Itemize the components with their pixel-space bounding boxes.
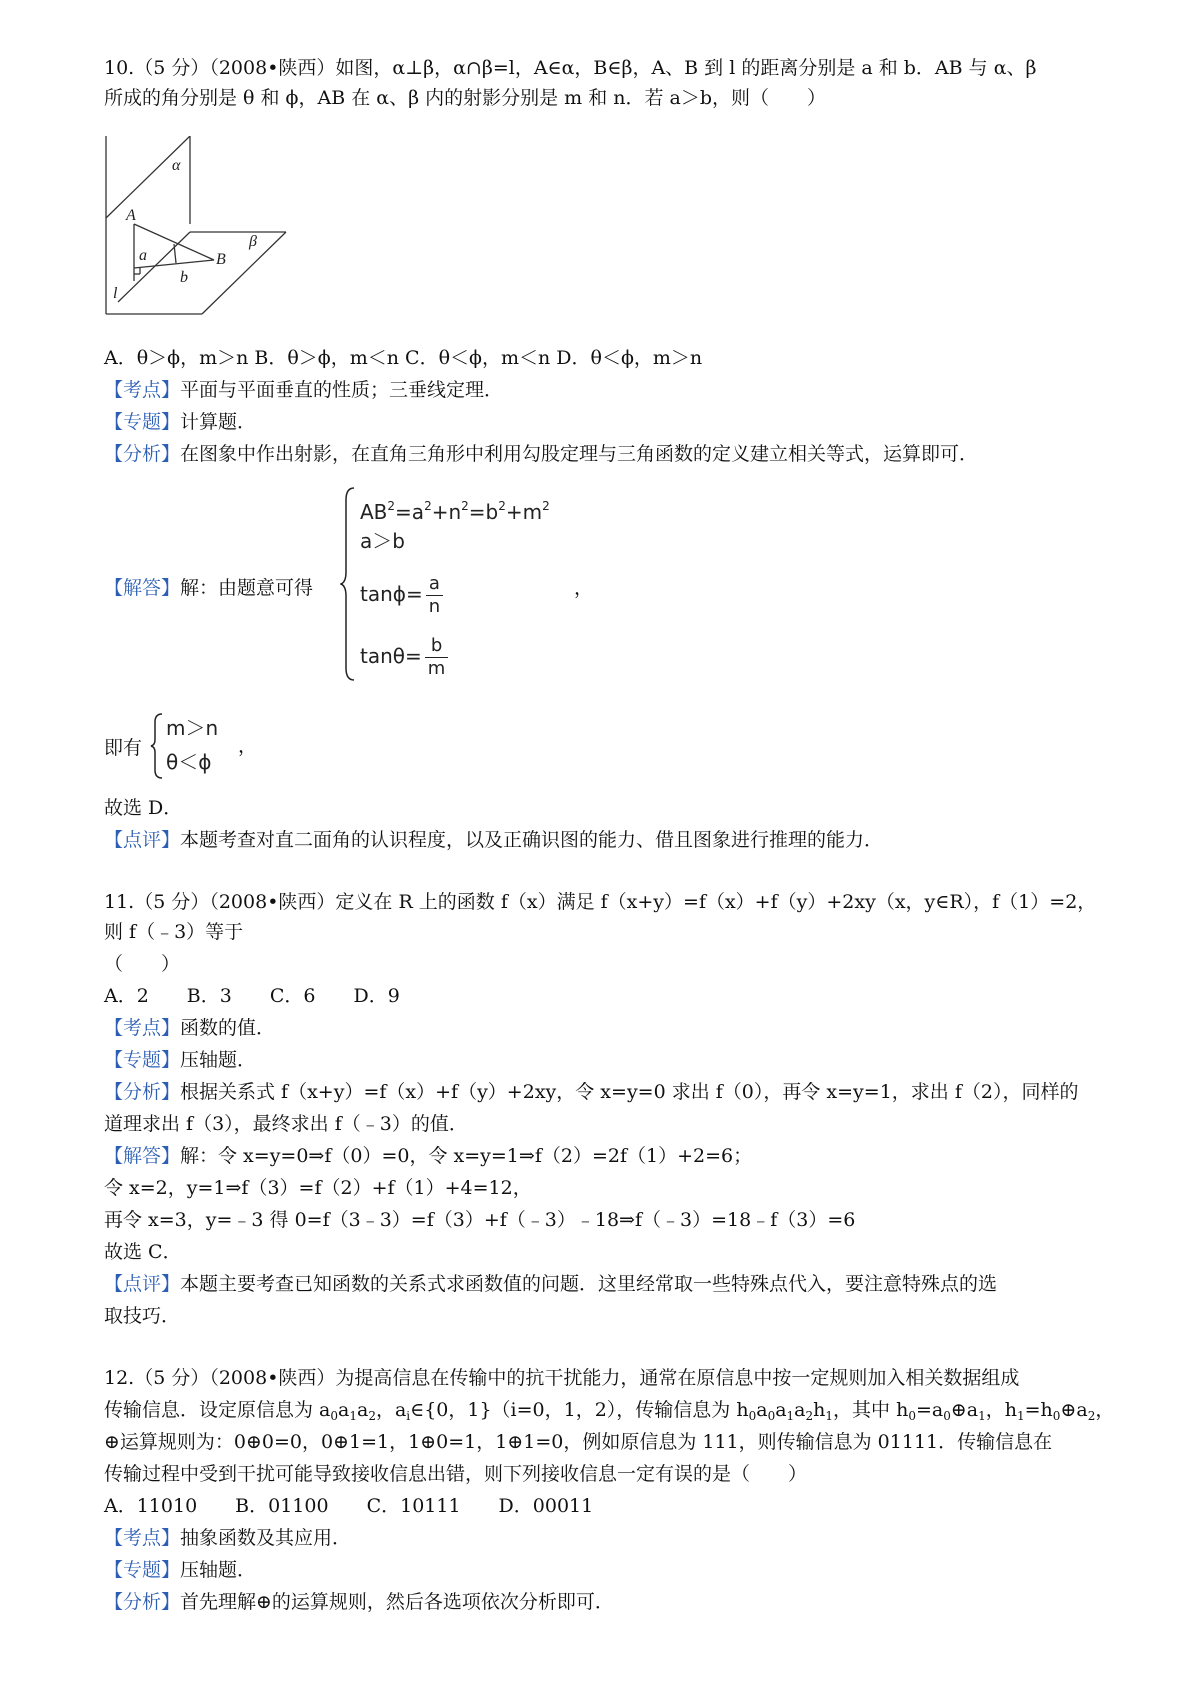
q11-fenxi-line1: [104, 1078, 1078, 1106]
label-A: A: [126, 207, 136, 224]
q10-options: A．θ＞ϕ，m＞n B．θ＞ϕ，m＜n C．θ＜ϕ，m＜n D．θ＜ϕ，m＞n: [104, 347, 703, 369]
system-eq4: [360, 634, 448, 680]
q11-jieda-line1: [104, 1142, 752, 1170]
label-b: b: [180, 269, 188, 286]
q12-s2p: ，: [1095, 1399, 1115, 1421]
jieda-tag: 【解答】: [104, 577, 181, 599]
q10-fenxi: [104, 440, 978, 468]
kaodian-tag: 【考点】: [104, 379, 181, 401]
label-a: a: [139, 247, 147, 264]
eq1-b: =b: [468, 500, 499, 524]
q12-stem-line1: 12.（5 分）（2008•陕西）为提高信息在传输中的抗干扰能力，通常在原信息中按一定规则加入相关数据组成: [104, 1367, 1020, 1389]
dianping-text: 本题主要考查已知函数的关系式求函数值的问题．这里经常取一些特殊点代入，要注意特殊点的选: [180, 1273, 998, 1295]
q12-s2a: 传输信息．设定原信息为 a: [104, 1399, 331, 1421]
q11-dianping-line1: [104, 1270, 997, 1298]
frac-den-m: m: [427, 658, 446, 679]
q12-options: A．11010 B．01100 C．10111 D．00011: [104, 1495, 594, 1517]
q11-fenxi-line2: 道理求出 f（3），最终求出 f（﹣3）的值．: [104, 1113, 468, 1135]
q10-guxuan: 故选 D．: [104, 797, 183, 819]
q12-sub-h1b: 1: [1016, 1409, 1025, 1423]
eq1-sq3: 2: [461, 499, 469, 513]
q12-sub-a2c: 2: [1087, 1409, 1096, 1423]
q12-s2c: a: [356, 1399, 369, 1421]
q12-s2d: ，a: [375, 1399, 407, 1421]
kaodian-tag: 【考点】: [104, 1017, 181, 1039]
system-eq2: a＞b: [360, 529, 405, 553]
q12-s2h: a: [794, 1399, 806, 1421]
fenxi-text: 首先理解⊕的运算规则，然后各选项依次分析即可．: [180, 1591, 614, 1613]
fenxi-text: 在图象中作出射影，在直角三角形中利用勾股定理与三角函数的定义建立相关等式，运算即可．: [180, 443, 979, 465]
eq1-m: +m: [505, 500, 543, 524]
eq3-tan-phi: tanϕ=: [360, 582, 423, 606]
jieda-text: 解：由题意可得: [180, 577, 314, 599]
q12-sub-h1: 1: [825, 1409, 834, 1423]
q12-stem-line4: 传输过程中受到干扰可能导致接收信息出错，则下列接收信息一定有误的是（ ）: [104, 1463, 808, 1485]
system-eq1: [360, 492, 550, 526]
q12-s2f: a: [756, 1399, 768, 1421]
q12-s2j: ，其中 h: [833, 1399, 909, 1421]
zhuanti-text: 压轴题．: [180, 1049, 257, 1071]
q12-sub-a0b: 0: [767, 1409, 776, 1423]
q11-stem-line2: 则 f（﹣3）等于: [104, 921, 244, 943]
dianping-tag: 【点评】: [104, 1273, 181, 1295]
eq1-a: =a: [395, 500, 425, 524]
q12-s2m: ，h: [985, 1399, 1017, 1421]
eq1-sq2: 2: [424, 499, 432, 513]
kaodian-text: 平面与平面垂直的性质；三垂线定理．: [180, 379, 504, 401]
q10-jiyou: 即有: [104, 737, 143, 759]
q12-sub-a1b: 1: [786, 1409, 795, 1423]
label-l: l: [113, 285, 118, 302]
result-line2: θ＜ϕ: [166, 750, 212, 774]
result-line1: m＞n: [166, 716, 219, 740]
q12-s2k: =a: [915, 1399, 944, 1421]
fenxi-tag: 【分析】: [104, 1081, 181, 1103]
zhuanti-tag: 【专题】: [104, 1559, 181, 1581]
q12-s2l: ⊕a: [950, 1399, 979, 1421]
q11-dianping-line2: 取技巧．: [104, 1305, 181, 1327]
eq1-sq1: 2: [387, 499, 396, 513]
q12-zhuanti: [104, 1556, 256, 1584]
frac-num-b: b: [425, 635, 449, 658]
eq1-sq5: 2: [542, 499, 550, 513]
kaodian-tag: 【考点】: [104, 1527, 181, 1549]
q11-stem-line1: 11.（5 分）（2008•陕西）定义在 R 上的函数 f（x）满足 f（x+y）=f（x）+f（y）+2xy（x，y∈R），f（1）=2，: [104, 891, 1097, 913]
eq1-n: +n: [431, 500, 462, 524]
label-B: B: [216, 251, 226, 268]
fenxi-text: 根据关系式 f（x+y）=f（x）+f（y）+2xy，令 x=y=0 求出 f（0），再令 x=y=1，求出 f（2），同样的: [180, 1081, 1079, 1103]
q12-s2b: a: [338, 1399, 350, 1421]
q12-kaodian: [104, 1524, 351, 1552]
system-eq3: [360, 572, 443, 618]
q10-zhuanti: [104, 408, 256, 436]
q12-s2e: ∈{0，1}（i=0，1，2），传输信息为 h: [410, 1399, 749, 1421]
zhuanti-text: 计算题．: [180, 411, 257, 433]
q12-sub-a2: 2: [368, 1409, 376, 1423]
q12-s2g: a: [775, 1399, 787, 1421]
fraction-b-over-m: [425, 635, 449, 680]
eq1-ab: AB: [360, 500, 388, 524]
q12-s2n: =h: [1024, 1399, 1053, 1421]
q11-jieda-line3: 再令 x=3，y=﹣3 得 0=f（3﹣3）=f（3）+f（﹣3）﹣18⇒f（﹣3）=18﹣f（3）=6: [104, 1209, 856, 1231]
q12-sub-a1c: 1: [978, 1409, 986, 1423]
q10-jieda: [104, 574, 313, 602]
q12-fenxi: [104, 1588, 614, 1616]
q12-sub-h0b: 0: [908, 1409, 916, 1423]
eq4-tan-theta: tanθ=: [360, 644, 422, 668]
q11-stem-line3: （ ）: [104, 953, 181, 975]
jieda-tag: 【解答】: [104, 1145, 181, 1167]
system-comma: ，: [574, 577, 594, 599]
system-brace: [340, 486, 356, 682]
zhuanti-text: 压轴题．: [180, 1559, 257, 1581]
q12-sub-a0: 0: [330, 1409, 339, 1423]
q12-s2i: h: [813, 1399, 826, 1421]
dianping-text: 本题考查对直二面角的认识程度，以及正确识图的能力、借且图象进行推理的能力．: [180, 829, 884, 851]
fenxi-tag: 【分析】: [104, 1591, 181, 1613]
zhuanti-tag: 【专题】: [104, 411, 181, 433]
q10-dianping: [104, 826, 883, 854]
zhuanti-tag: 【专题】: [104, 1049, 181, 1071]
q10-stem-line1: 10.（5 分）（2008•陕西）如图，α⊥β，α∩β=l，A∈α，B∈β，A、B 到 l 的距离分别是 a 和 b．AB 与 α、β: [104, 57, 1037, 79]
q12-s2o: ⊕a: [1060, 1399, 1088, 1421]
q12-sub-h0c: 0: [1052, 1409, 1061, 1423]
q11-options: A．2 B．3 C．6 D．9: [104, 985, 400, 1007]
eq1-sq4: 2: [498, 499, 506, 513]
kaodian-text: 抽象函数及其应用．: [180, 1527, 352, 1549]
label-alpha: α: [172, 157, 181, 174]
fraction-a-over-n: [426, 573, 443, 618]
q12-sub-a2b: 2: [805, 1409, 814, 1423]
frac-den-n: n: [428, 596, 441, 617]
result-brace: [150, 712, 164, 780]
q12-stem-line2: [104, 1396, 1114, 1430]
q11-kaodian: [104, 1014, 275, 1042]
q12-sub-ai: i: [406, 1409, 411, 1423]
frac-num-a: a: [426, 573, 443, 596]
jieda-text: 解：令 x=y=0⇒f（0）=0，令 x=y=1⇒f（2）=2f（1）+2=6；: [180, 1145, 753, 1167]
q10-stem-line2: 所成的角分别是 θ 和 ϕ，AB 在 α、β 内的射影分别是 m 和 n．若 a＞b，则（ ）: [104, 87, 827, 109]
kaodian-text: 函数的值．: [180, 1017, 276, 1039]
q11-guxuan: 故选 C．: [104, 1241, 182, 1263]
q11-zhuanti: [104, 1046, 256, 1074]
q12-stem-line3: ⊕运算规则为：0⊕0=0，0⊕1=1，1⊕0=1，1⊕1=0，例如原信息为 111，则传输信息为 01111．传输信息在: [104, 1431, 1053, 1453]
dihedral-angle-figure: [104, 136, 304, 320]
label-beta: β: [249, 233, 257, 250]
dianping-tag: 【点评】: [104, 829, 181, 851]
result-comma: ，: [238, 735, 258, 757]
q12-sub-a0c: 0: [943, 1409, 951, 1423]
q12-sub-h0: 0: [748, 1409, 757, 1423]
q10-kaodian: [104, 376, 503, 404]
q11-jieda-line2: 令 x=2，y=1⇒f（3）=f（2）+f（1）+4=12，: [104, 1177, 532, 1199]
q12-sub-a1: 1: [349, 1409, 357, 1423]
fenxi-tag: 【分析】: [104, 443, 181, 465]
